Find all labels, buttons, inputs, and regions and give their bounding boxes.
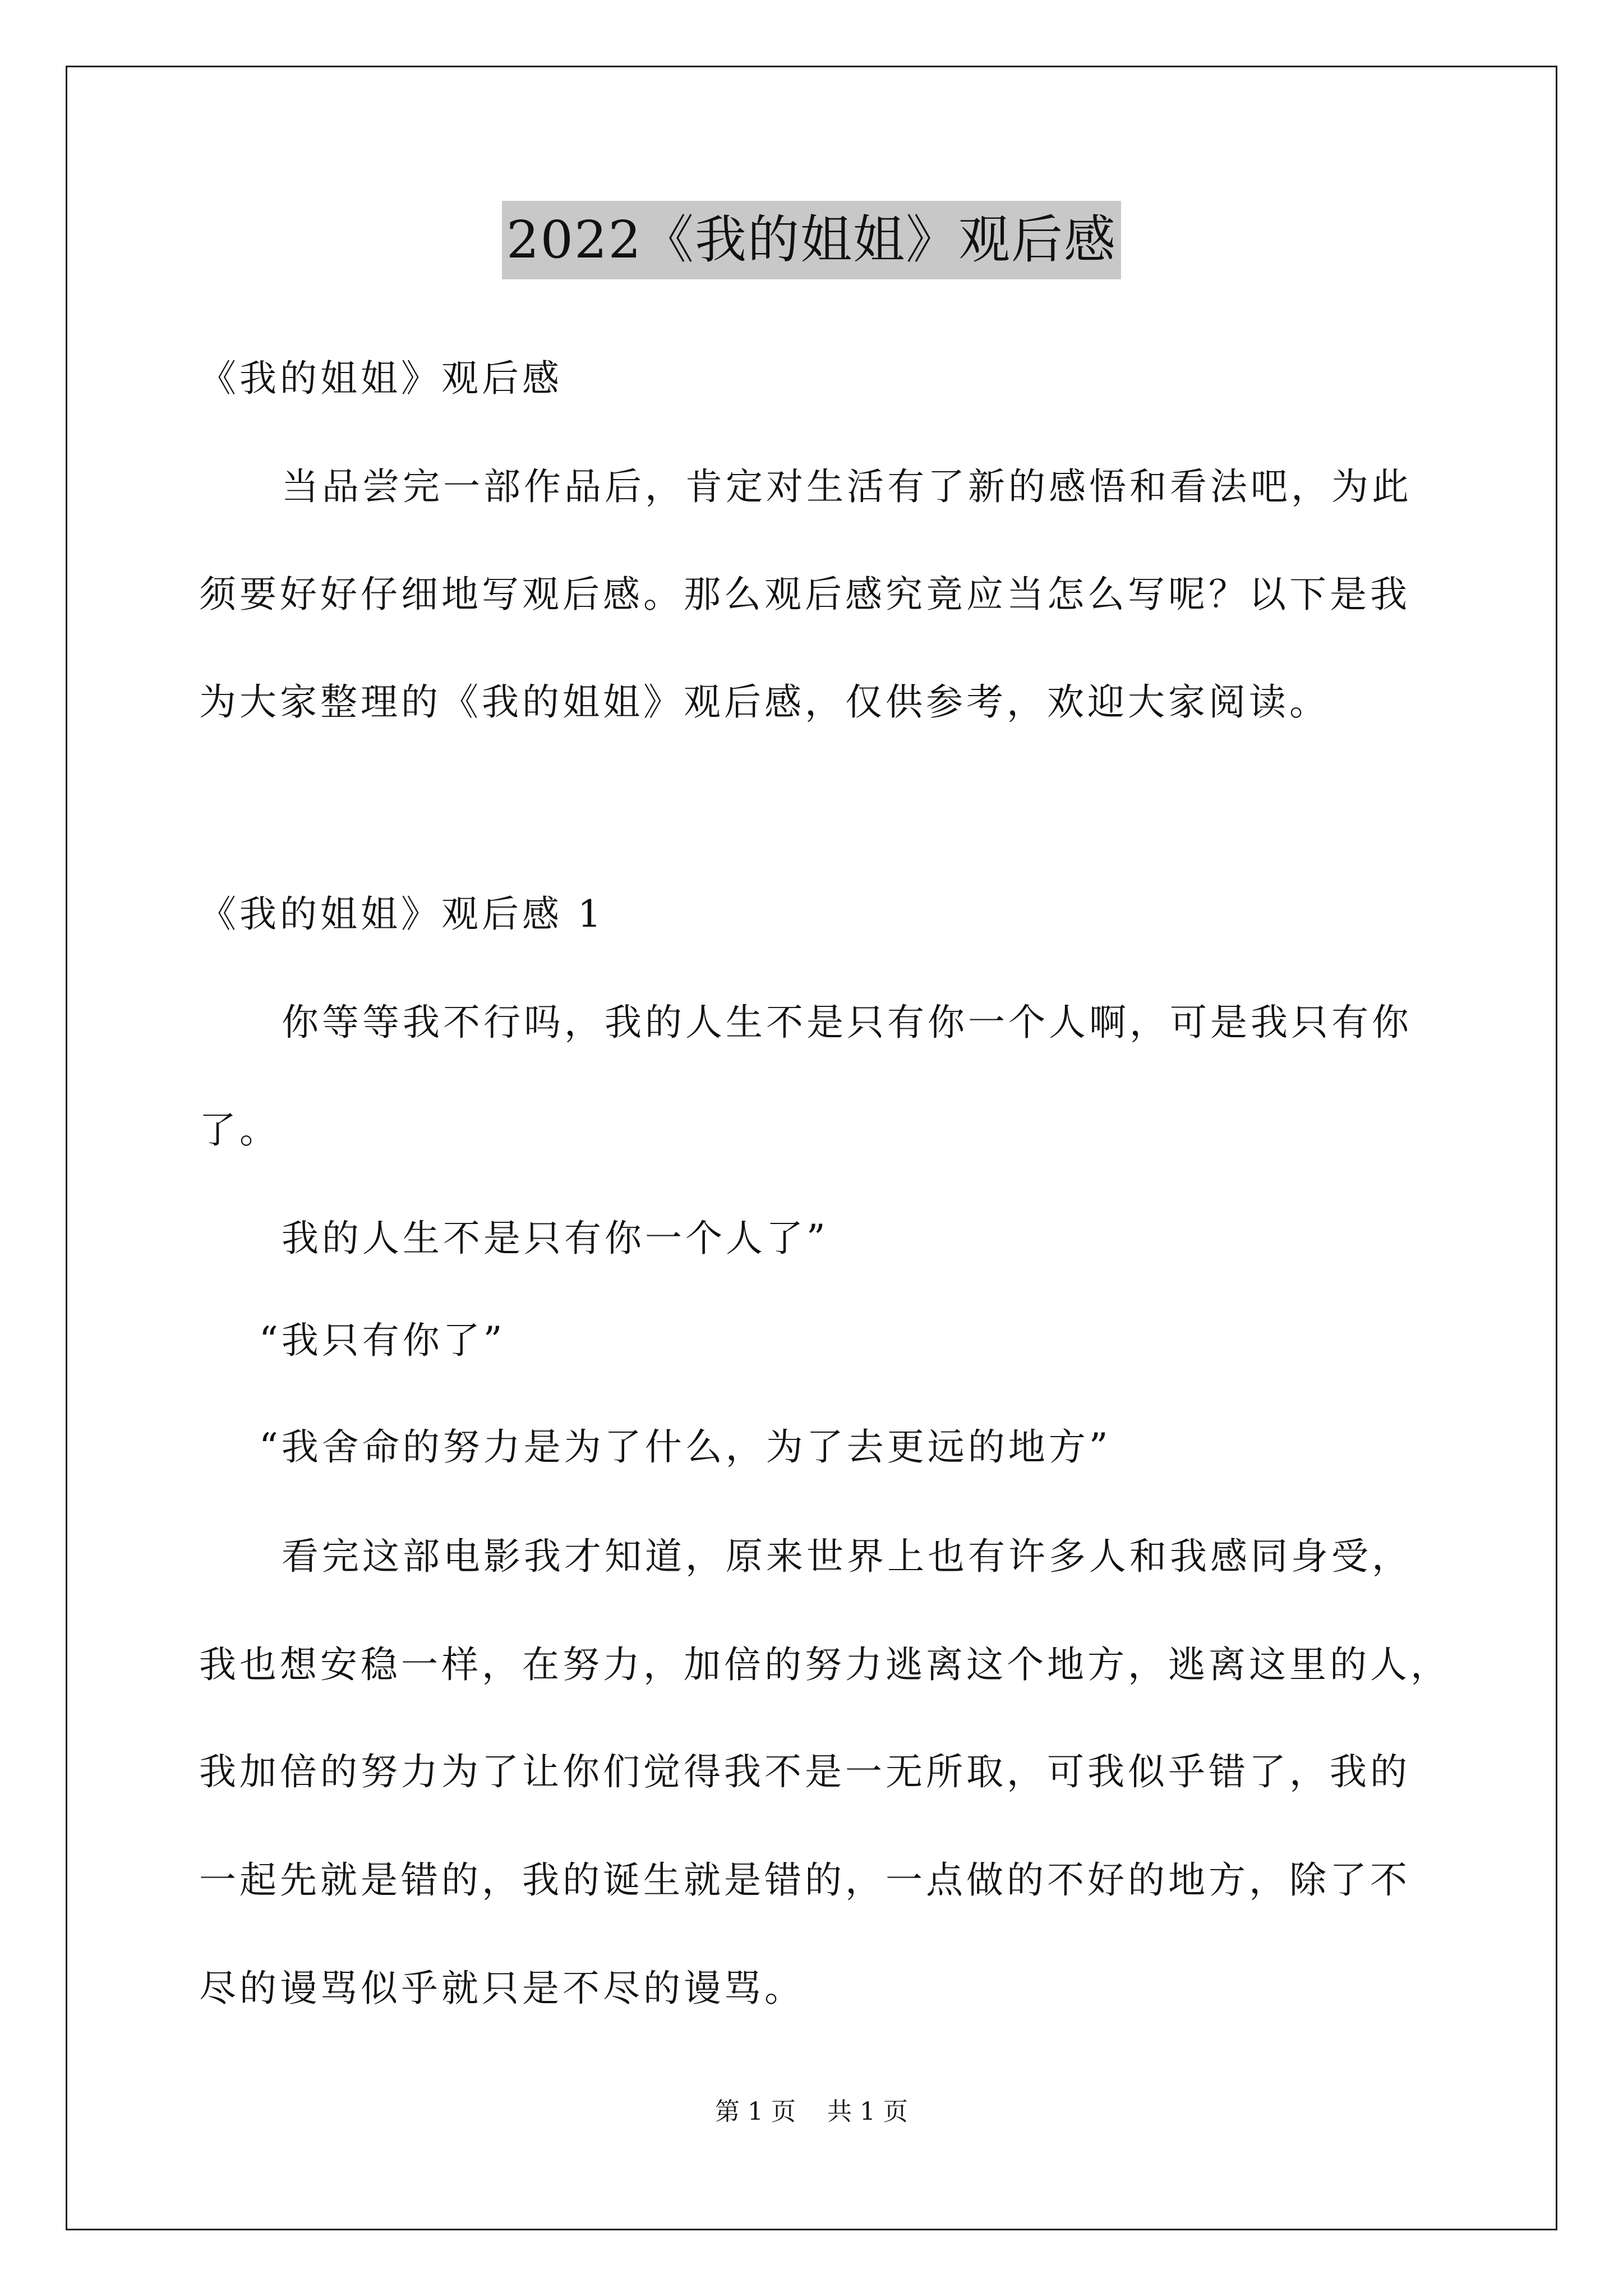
subtitle: 《我的姐姐》观后感 <box>199 357 562 400</box>
paragraph-line: 我也想安稳一样，在努力，加倍的努力逃离这个地方，逃离这里的人， <box>199 1643 1451 1686</box>
document-title: 2022《我的姐姐》观后感 <box>502 201 1121 279</box>
title-container <box>0 201 1623 279</box>
quote-line: “我只有你了” <box>259 1319 506 1362</box>
paragraph-line: 尽的谩骂似乎就只是不尽的谩骂。 <box>199 1967 805 2010</box>
paragraph-line: 你等等我不行吗，我的人生不是只有你一个人啊，可是我只有你 <box>282 1001 1412 1044</box>
paragraph-line: 我加倍的努力为了让你们觉得我不是一无所取，可我似乎错了，我的 <box>199 1750 1410 1793</box>
paragraph-line: 了。 <box>199 1108 280 1152</box>
paragraph-line: 一起先就是错的，我的诞生就是错的，一点做的不好的地方，除了不 <box>199 1858 1410 1902</box>
paragraph-line: 我的人生不是只有你一个人了” <box>282 1217 829 1260</box>
quote-line: “我舍命的努力是为了什么，为了去更远的地方” <box>259 1425 1112 1469</box>
paragraph-line: 为大家整理的《我的姐姐》观后感，仅供参考，欢迎大家阅读。 <box>199 680 1330 724</box>
paragraph-line: 看完这部电影我才知道，原来世界上也有许多人和我感同身受， <box>282 1535 1412 1578</box>
page-number: 第 1 页 <box>715 2097 796 2126</box>
section-heading: 《我的姐姐》观后感 1 <box>199 892 605 936</box>
paragraph-line: 须要好好仔细地写观后感。那么观后感究竟应当怎么写呢？以下是我 <box>199 573 1410 616</box>
page-total: 共 1 页 <box>827 2097 908 2126</box>
page-footer <box>0 2095 1623 2129</box>
paragraph-line: 当品尝完一部作品后，肯定对生活有了新的感悟和看法吧，为此 <box>282 465 1412 508</box>
